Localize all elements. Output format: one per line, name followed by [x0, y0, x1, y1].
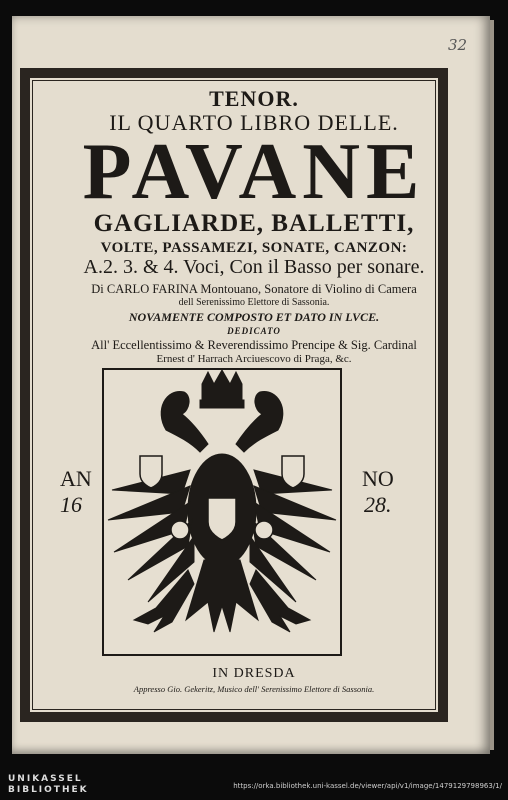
- imperial-eagle-emblem: [102, 368, 342, 656]
- double-headed-eagle-icon: [104, 370, 340, 654]
- image-url[interactable]: https://orka.bibliothek.uni-kassel.de/viewer/api/v1/image/1479129798963/1/: [233, 782, 502, 790]
- year-label-an: AN: [60, 466, 92, 491]
- year-digits-28: 28.: [364, 492, 392, 517]
- library-logo-line1: UNIKASSEL: [8, 774, 83, 784]
- title-voice: TENOR.: [209, 86, 299, 111]
- imprint-city: IN DRESDA: [212, 666, 296, 681]
- title-main: PAVANE: [82, 128, 426, 216]
- publication-notice: NOVAMENTE COMPOSTO ET DATO IN LVCE.: [128, 310, 380, 324]
- title-forms: VOLTE, PASSAMEZI, SONATE, CANZON:: [100, 240, 408, 256]
- imprint-printer: Appresso Gio. Gekeritz, Musico dell' Serenissimo Elettore di Sassonia.: [133, 684, 375, 694]
- year-label-no: NO: [362, 466, 394, 491]
- dedication-label: DEDICATO: [227, 326, 281, 336]
- author-line: Di CARLO FARINA Montouano, Sonatore di Violino di Camera: [91, 282, 417, 296]
- folio-number: 32: [448, 36, 468, 54]
- title-voices: A.2. 3. & 4. Voci, Con il Basso per sonare.: [83, 256, 425, 278]
- title-book: IL QUARTO LIBRO DELLE.: [109, 110, 399, 135]
- author-title: dell Serenissimo Elettore di Sassonia.: [178, 297, 330, 308]
- library-logo-line2: BIBLIOTHEK: [8, 785, 89, 795]
- title-dances: GAGLIARDE, BALLETTI,: [93, 210, 415, 237]
- dedicatee-line2: Ernest d' Harrach Arciuescovo di Praga, &c.: [156, 353, 352, 365]
- year-digits-16: 16: [60, 492, 82, 517]
- library-logo: [8, 774, 89, 796]
- dedicatee-line1: All' Eccellentissimo & Reverendissimo Prencipe & Sig. Cardinal: [91, 338, 417, 352]
